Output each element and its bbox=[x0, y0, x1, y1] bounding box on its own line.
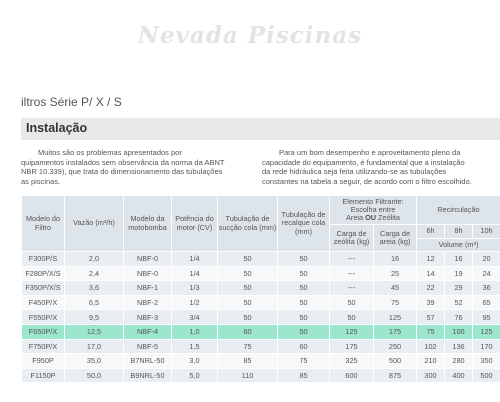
cell-flow: 2,4 bbox=[65, 266, 124, 281]
cell-model: F750P/X bbox=[22, 339, 65, 354]
cell-flow: 2,0 bbox=[65, 252, 124, 267]
cell-pump: NBF-2 bbox=[124, 295, 172, 310]
header-8h: 8h bbox=[445, 225, 473, 239]
header-pump: Modelo da motobomba bbox=[124, 196, 172, 252]
cell-power: 1,0 bbox=[172, 324, 218, 339]
paragraph-left bbox=[21, 148, 232, 186]
cell-model: F350P/X/S bbox=[22, 281, 65, 296]
cell-model: F1150P bbox=[22, 368, 65, 383]
cell-return: 75 bbox=[278, 354, 330, 369]
cell-model: F950P bbox=[22, 354, 65, 369]
cell-volume-10h: 20 bbox=[473, 252, 500, 267]
cell-volume-6h: 39 bbox=[417, 295, 445, 310]
header-suction: Tubulação de sucção cola (mm) bbox=[218, 196, 278, 252]
cell-flow: 12,5 bbox=[65, 324, 124, 339]
table-row bbox=[22, 266, 500, 281]
cell-power: 1,5 bbox=[172, 339, 218, 354]
cell-pump: NBF-0 bbox=[124, 266, 172, 281]
cell-volume-8h: 29 bbox=[445, 281, 473, 296]
cell-return: 50 bbox=[278, 295, 330, 310]
filter-specs-table bbox=[21, 195, 500, 383]
header-filter-media-line: Elemento Filtrante: bbox=[342, 196, 404, 206]
cell-return: 50 bbox=[278, 324, 330, 339]
header-filter-media-or: OU bbox=[365, 213, 377, 223]
cell-suction: 110 bbox=[218, 368, 278, 383]
cell-flow: 17,0 bbox=[65, 339, 124, 354]
cell-model: F280P/X/S bbox=[22, 266, 65, 281]
table-row bbox=[22, 368, 500, 383]
header-filter-media-line: Zeólita bbox=[376, 213, 400, 223]
cell-suction: 60 bbox=[218, 324, 278, 339]
cell-suction: 50 bbox=[218, 281, 278, 296]
cell-power: 5,0 bbox=[172, 368, 218, 383]
table-row bbox=[22, 252, 500, 267]
cell-sand: 125 bbox=[374, 310, 417, 325]
series-title: iltros Série P/ X / S bbox=[21, 95, 122, 109]
cell-volume-8h: 19 bbox=[445, 266, 473, 281]
paragraph-right-line: constantes na tabela a seguir, de acordo com o filtro escolhido. bbox=[262, 176, 472, 186]
cell-pump: NBF-3 bbox=[124, 310, 172, 325]
cell-volume-10h: 65 bbox=[473, 295, 500, 310]
cell-return: 85 bbox=[278, 368, 330, 383]
cell-volume-10h: 170 bbox=[473, 339, 500, 354]
header-flow: Vazão (m³/h) bbox=[65, 196, 124, 252]
cell-model: F300P/S bbox=[22, 252, 65, 267]
section-header-bar bbox=[21, 118, 500, 140]
cell-zeolite: --- bbox=[330, 252, 374, 267]
cell-volume-8h: 280 bbox=[445, 354, 473, 369]
table-body bbox=[22, 252, 500, 383]
cell-pump: B9NRL-50 bbox=[124, 368, 172, 383]
cell-volume-8h: 136 bbox=[445, 339, 473, 354]
cell-zeolite: 175 bbox=[330, 339, 374, 354]
cell-model: F550P/X bbox=[22, 310, 65, 325]
cell-volume-8h: 100 bbox=[445, 324, 473, 339]
cell-return: 50 bbox=[278, 281, 330, 296]
header-sand-load: Carga de areia (kg) bbox=[374, 225, 417, 252]
header-recirculation: Recirculação bbox=[417, 196, 500, 225]
cell-volume-6h: 210 bbox=[417, 354, 445, 369]
cell-volume-6h: 102 bbox=[417, 339, 445, 354]
cell-zeolite: 600 bbox=[330, 368, 374, 383]
cell-suction: 50 bbox=[218, 252, 278, 267]
cell-pump: NBF-5 bbox=[124, 339, 172, 354]
paragraph-left-line: as piscinas. bbox=[21, 176, 61, 186]
cell-suction: 50 bbox=[218, 266, 278, 281]
cell-volume-10h: 125 bbox=[473, 324, 500, 339]
paragraph-right-line: da rede hidráulica seja feita utilizando-se as tubulações bbox=[262, 167, 447, 177]
cell-power: 1/4 bbox=[172, 252, 218, 267]
cell-volume-6h: 57 bbox=[417, 310, 445, 325]
section-title: Instalação bbox=[26, 121, 88, 135]
paragraph-right bbox=[262, 148, 495, 186]
header-zeolite-load: Carga de zeólita (kg) bbox=[330, 225, 374, 252]
cell-sand: 875 bbox=[374, 368, 417, 383]
cell-flow: 3,6 bbox=[65, 281, 124, 296]
header-filter-media bbox=[330, 196, 417, 225]
cell-pump: NBF-4 bbox=[124, 324, 172, 339]
cell-sand: 75 bbox=[374, 295, 417, 310]
cell-volume-6h: 12 bbox=[417, 252, 445, 267]
cell-sand: 45 bbox=[374, 281, 417, 296]
header-power: Potência do motor (CV) bbox=[172, 196, 218, 252]
paragraph-right-line: capacidade do equipamento, é fundamental que a instalação bbox=[262, 157, 465, 167]
table-row bbox=[22, 295, 500, 310]
cell-return: 50 bbox=[278, 266, 330, 281]
cell-power: 1/2 bbox=[172, 295, 218, 310]
paragraph-left-line: NBR 10.339), que trata do dimensionamento das tubulações bbox=[21, 167, 223, 177]
cell-volume-10h: 24 bbox=[473, 266, 500, 281]
cell-volume-10h: 500 bbox=[473, 368, 500, 383]
cell-return: 60 bbox=[278, 339, 330, 354]
cell-suction: 75 bbox=[218, 339, 278, 354]
header-filter-media-line: Areia bbox=[346, 213, 366, 223]
header-6h: 6h bbox=[417, 225, 445, 239]
table-row bbox=[22, 324, 500, 339]
paragraph-right-line: Para um bom desempenho e aproveitamento pleno da bbox=[279, 148, 461, 157]
table-row bbox=[22, 354, 500, 369]
cell-zeolite: 325 bbox=[330, 354, 374, 369]
cell-flow: 6,5 bbox=[65, 295, 124, 310]
cell-model: F650P/X bbox=[22, 324, 65, 339]
cell-sand: 500 bbox=[374, 354, 417, 369]
cell-volume-10h: 36 bbox=[473, 281, 500, 296]
watermark-logo-text: Nevada Piscinas bbox=[137, 22, 363, 49]
cell-volume-8h: 16 bbox=[445, 252, 473, 267]
cell-volume-8h: 400 bbox=[445, 368, 473, 383]
header-filter-media-line: Escolha entre bbox=[350, 204, 396, 214]
cell-sand: 25 bbox=[374, 266, 417, 281]
cell-volume-8h: 52 bbox=[445, 295, 473, 310]
cell-power: 1/3 bbox=[172, 281, 218, 296]
cell-volume-6h: 300 bbox=[417, 368, 445, 383]
cell-power: 3,0 bbox=[172, 354, 218, 369]
paragraph-left-line: Muitos são os problemas apresentados por bbox=[38, 148, 182, 157]
cell-zeolite: --- bbox=[330, 281, 374, 296]
cell-zeolite: 50 bbox=[330, 310, 374, 325]
cell-zeolite: 50 bbox=[330, 295, 374, 310]
cell-volume-8h: 76 bbox=[445, 310, 473, 325]
cell-sand: 16 bbox=[374, 252, 417, 267]
cell-return: 50 bbox=[278, 310, 330, 325]
cell-volume-6h: 75 bbox=[417, 324, 445, 339]
cell-pump: NBF-0 bbox=[124, 252, 172, 267]
table-row bbox=[22, 339, 500, 354]
cell-sand: 250 bbox=[374, 339, 417, 354]
cell-suction: 50 bbox=[218, 295, 278, 310]
cell-power: 1/4 bbox=[172, 266, 218, 281]
cell-pump: NBF-1 bbox=[124, 281, 172, 296]
cell-volume-10h: 350 bbox=[473, 354, 500, 369]
cell-sand: 175 bbox=[374, 324, 417, 339]
cell-zeolite: --- bbox=[330, 266, 374, 281]
paragraph-left-line: quipamentos instalados sem observância da norma da ABNT bbox=[21, 157, 225, 167]
cell-volume-10h: 95 bbox=[473, 310, 500, 325]
header-model: Modelo do Filtro bbox=[22, 196, 65, 252]
cell-return: 50 bbox=[278, 252, 330, 267]
header-volume: Volume (m³) bbox=[417, 239, 500, 252]
cell-volume-6h: 22 bbox=[417, 281, 445, 296]
cell-flow: 9,5 bbox=[65, 310, 124, 325]
cell-suction: 50 bbox=[218, 310, 278, 325]
table-row bbox=[22, 310, 500, 325]
cell-suction: 85 bbox=[218, 354, 278, 369]
cell-volume-6h: 14 bbox=[417, 266, 445, 281]
table-row bbox=[22, 281, 500, 296]
header-return: Tubulação de recalque cola (mm) bbox=[278, 196, 330, 252]
cell-zeolite: 125 bbox=[330, 324, 374, 339]
cell-power: 3/4 bbox=[172, 310, 218, 325]
cell-flow: 50,0 bbox=[65, 368, 124, 383]
cell-pump: B7NRL-50 bbox=[124, 354, 172, 369]
cell-flow: 35,0 bbox=[65, 354, 124, 369]
cell-model: F450P/X bbox=[22, 295, 65, 310]
header-10h: 10h bbox=[473, 225, 500, 239]
